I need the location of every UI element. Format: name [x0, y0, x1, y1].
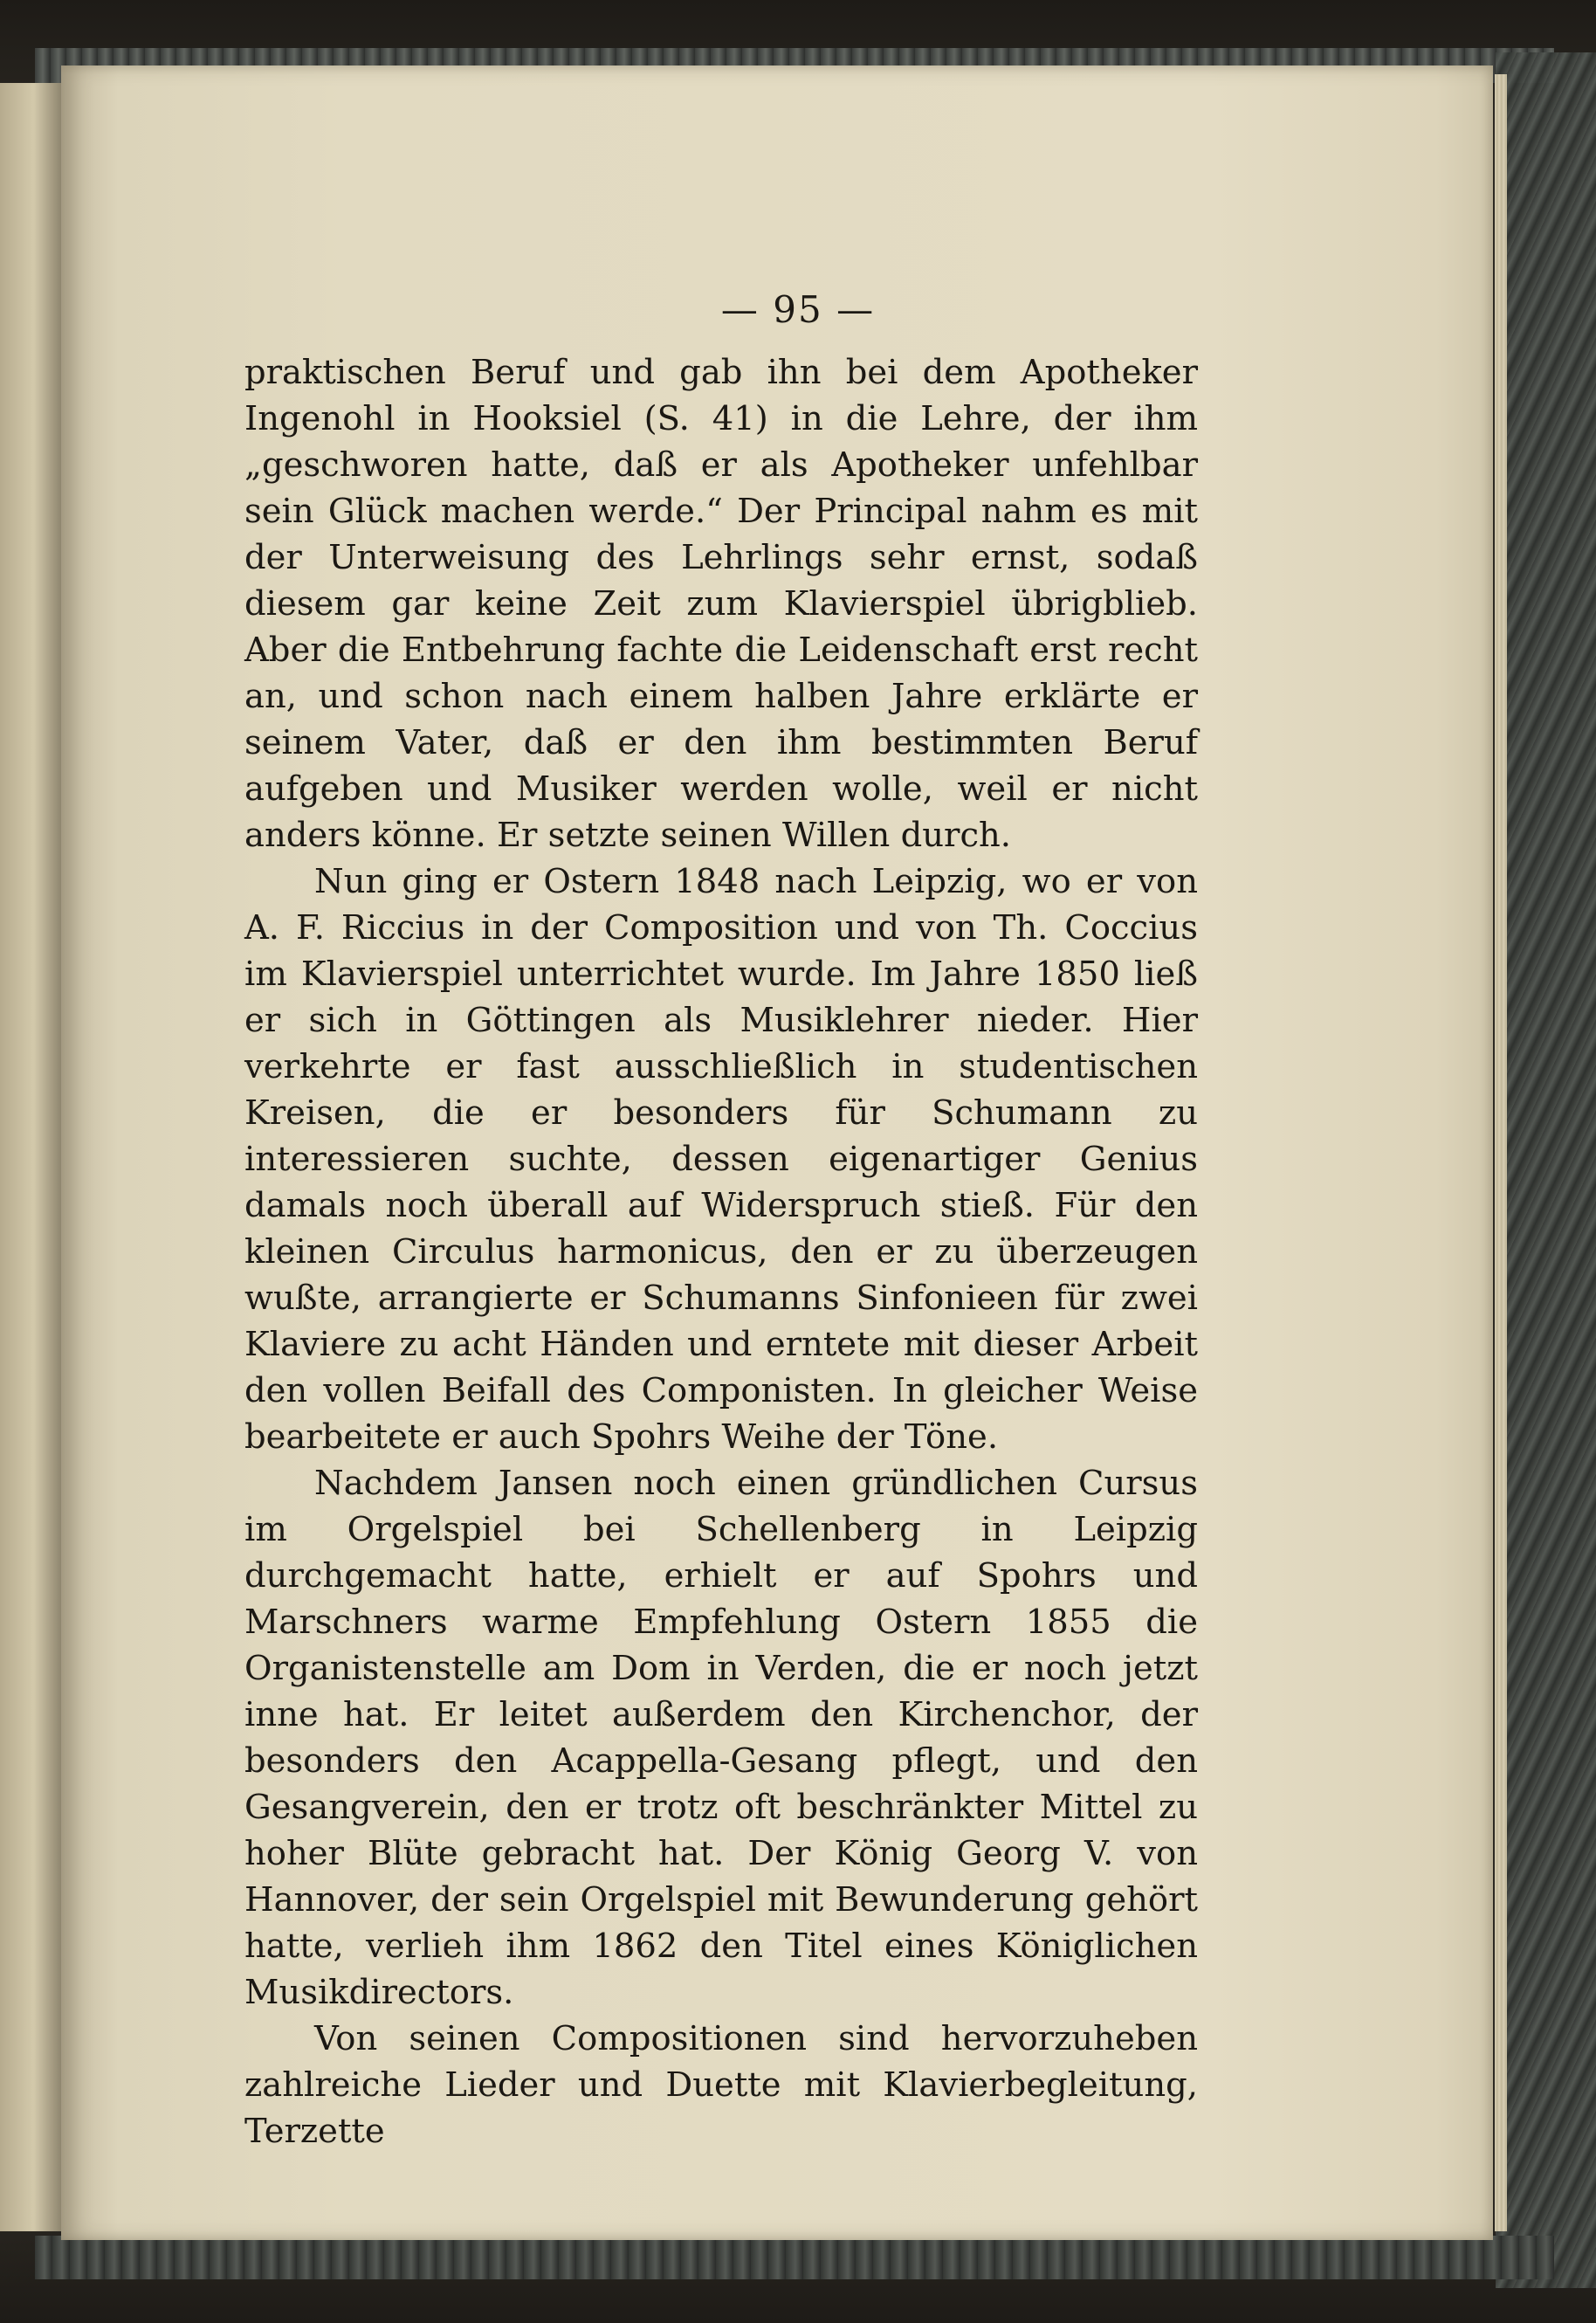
paragraph-2: Nun ging er Ostern 1848 nach Leipzig, wo er von A. F. Riccius in der Composition und von Th. Coccius im Klavierspiel unterrichtet wurde. Im Jahre 1850 ließ er sich in Göttingen als Musiklehrer nieder. Hier verkehrte er fast ausschließlich in studentischen Kreisen, die er besonders für Schumann zu interessieren suchte, dessen eigenartiger Genius damals noch überall auf Widerspruch stieß. Für den kleinen Circulus harmonicus, den er zu überzeugen wußte, arrangierte er Schumanns Sinfonieen für zwei Klaviere zu acht Händen und erntete mit dieser Arbeit den vollen Beifall des Componisten. In gleicher Weise bearbeitete er auch Spohrs Weihe der Töne. [244, 862, 1198, 1457]
body-text [244, 349, 1198, 2154]
paragraph-1: praktischen Beruf und gab ihn bei dem Apotheker Ingenohl in Hooksiel (S. 41) in die Lehre, der ihm „geschworen hatte, daß er als Apotheker unfehlbar sein Glück machen werde.“ Der Principal nahm es mit der Unterweisung des Lehrlings sehr ernst, sodaß diesem gar keine Zeit zum Klavierspiel übrigblieb. Aber die Entbehrung fachte die Leidenschaft erst recht an, und schon nach einem halben Jahre erklärte er seinem Vater, daß er den ihm bestimmten Beruf aufgeben und Musiker werden wolle, weil er nicht anders könne. Er setzte seinen Willen durch. [244, 353, 1198, 855]
paragraph-3: Nachdem Jansen noch einen gründlichen Cursus im Orgelspiel bei Schellenberg in Leipzig durchgemacht hatte, erhielt er auf Spohrs und Marschners warme Empfehlung Ostern 1855 die Organistenstelle am Dom in Verden, die er noch jetzt inne hat. Er leitet außerdem den Kirchenchor, der besonders den Acappella-Gesang pflegt, und den Gesangverein, den er trotz oft beschränkter Mittel zu hoher Blüte gebracht hat. Der König Georg V. von Hannover, der sein Orgelspiel mit Bewunderung gehört hatte, verlieh ihm 1862 den Titel eines Königlichen Musikdirectors. [244, 1464, 1198, 2012]
book-cover-right-edge [1496, 52, 1596, 2288]
page-number: — 95 — [720, 288, 876, 331]
book-cover-bottom-edge [35, 2236, 1554, 2279]
facing-page-sliver [0, 83, 61, 2231]
page-stack-edge [1495, 74, 1507, 2231]
paragraph-4: Von seinen Compositionen sind hervorzuheben zahlreiche Lieder und Duette mit Klavierbegleitung, Terzette [244, 2019, 1198, 2151]
